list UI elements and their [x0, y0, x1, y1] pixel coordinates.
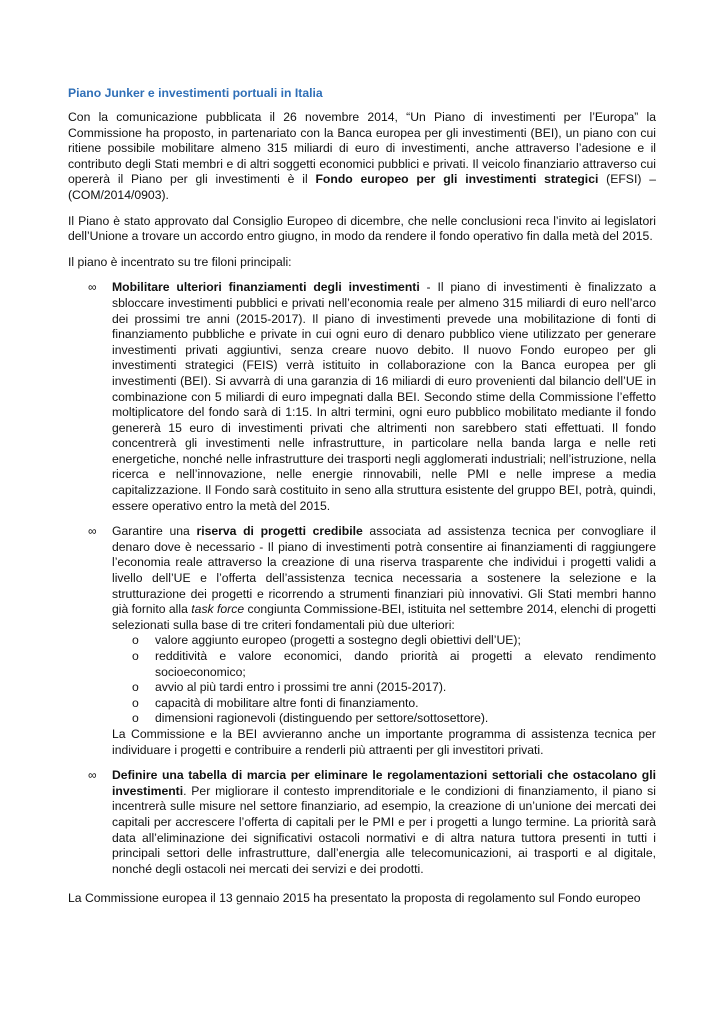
infinity-bullet-icon: ∞ — [88, 524, 97, 539]
circle-bullet-icon: o — [132, 695, 139, 710]
circle-bullet-icon: o — [132, 633, 139, 648]
pillar-2-after: La Commissione e la BEI avvieranno anche un importante programma di assistenza tecnica per individuare i progetti e contribuire a renderli più attraenti per gli investitori privati. — [112, 726, 656, 757]
intro-paragraph — [68, 110, 656, 204]
section-heading: Piano Junker e investimenti portuali in Italia — [68, 86, 323, 100]
circle-bullet-icon: o — [132, 649, 139, 663]
approval-paragraph: Il Piano è stato approvato dal Consiglio Europeo di dicembre, che nelle conclusioni reca l’invito ai legislatori dell’Unione a trovare un accordo entro giugno, in modo da rendere il fondo operativo fin dalla metà del 2015. — [68, 213, 656, 244]
pillar-1-title: Mobilitare ulteriori finanziamenti degli investimenti — [112, 280, 420, 295]
criteria-item — [112, 649, 656, 680]
criteria-item — [112, 696, 656, 712]
criteria-text: dimensioni ragionevoli (distinguendo per settore/sottosettore). — [155, 711, 489, 726]
intro-text-c: (EFSI) – (COM/2014/0903). — [68, 172, 656, 202]
pillar-item-projects — [68, 524, 656, 758]
pillar-2-post: congiunta Commissione-BEI, istituita nel settembre 2014, elenchi di progetti selezionati sulla base di tre criteri fondamentali più due ulteriori: — [112, 602, 657, 632]
criteria-item — [112, 711, 656, 727]
circle-bullet-icon: o — [132, 680, 139, 695]
intro-bold-fund: Fondo europeo per gli investimenti strategici — [315, 172, 599, 187]
criteria-text: valore aggiunto europeo (progetti a sostegno degli obiettivi dell’UE); — [155, 633, 521, 648]
criteria-text: capacità di mobilitare altre fonti di finanziamento. — [155, 695, 419, 710]
pillar-2-italic: task force — [191, 602, 245, 617]
criteria-item — [112, 680, 656, 696]
pillars-list — [68, 280, 656, 877]
pillar-item-financing — [68, 280, 656, 514]
circle-bullet-icon: o — [132, 711, 139, 726]
infinity-bullet-icon: ∞ — [88, 768, 97, 783]
intro-text-a: Con la comunicazione pubblicata il 26 novembre 2014, “Un Piano di investimenti per l’Europa” la Commissione ha proposto, in partenariato con la Banca europea per gli investimenti (BEI), un piano con cui ritiene possibile mobilitare almeno 315 miliardi di euro di investimenti, anche attraverso l’adesione e il contributo degli Stati membri e di altri soggetti economici pubblici e privati. Il veicolo finanziario attraverso cui opererà il Piano per gli investimenti è il — [68, 110, 656, 187]
pillar-3-title: Definire una tabella di marcia per eliminare le regolamentazioni settoriali che ostacolano gli investimenti — [112, 768, 656, 798]
pillar-2-mid: associata ad assistenza tecnica per convogliare il denaro dove è necessario - Il piano di investimenti potrà consentire ai finanziamenti di raggiungere l’economia reale attraverso la creazione di una riserva trasparente che individui i progetti validi a livello dell’UE e l’offerta dell’assistenza tecnica necessaria a sostenere la selezione e la strutturazione dei progetti e ricorrendo a strumenti finanziari più innovativi. Gli Stati membri hanno già fornito alla — [112, 524, 656, 617]
pillar-2-pre: Garantire una — [112, 524, 197, 539]
pillar-3-text: . Per migliorare il contesto imprenditoriale e le condizioni di finanziamento, il piano si incentrerà sulle misure nel settore finanziario, ad esempio, la creazione di un’unione dei mercati dei capitali per accrescere l’offerta di capitali per le PMI e per i progetti a lungo termine. La priorità sarà data all’eliminazione dei significativi ostacoli normativi e di altra natura tuttora presenti in tutti i principali settori delle infrastrutture, dall’energia alle telecomunicazioni, ai trasporti e al digitale, nonché degli ostacoli nei mercati dei servizi e dei prodotti. — [112, 783, 656, 876]
infinity-bullet-icon: ∞ — [88, 280, 97, 295]
pillar-1-text: - Il piano di investimenti è finalizzato a sbloccare investimenti pubblici e privati nell’economia reale per almeno 315 miliardi di euro nell’arco dei prossimi tre anni (2015-2017). Il piano di investimenti prevede una mobilitazione di fonti di finanziamento pubbliche e private in cui ogni euro di denaro pubblico viene utilizzato per generare investimenti privati aggiuntivi, senza creare nuovo debito. Il nuovo Fondo europeo per gli investimenti strategici (FEIS) verrà istituito in collaborazione con la Banca europea per gli investimenti (BEI). Si avvarrà di una garanzia di 16 miliardi di euro provenienti dal bilancio dell’UE in combinazione con 5 miliardi di euro impegnati dalla BEI. Secondo stime della Commissione l’effetto moltiplicatore del fondo sarà di 1:15. In altri termini, ogni euro pubblico mobilitato mediante il fondo genererà 15 euro di investimenti privati che altrimenti non sarebbero stati effettuati. Il fondo concentrerà gli investimenti nelle infrastrutture, in particolare nella banda larga e nelle reti energetiche, nonché nelle infrastrutture dei trasporti negli agglomerati industriali; nell’istruzione, nella ricerca e nell’innovazione, nelle energie rinnovabili, nelle PMI e nelle imprese a media capitalizzazione. Il Fondo sarà costituito in seno alla struttura esistente del gruppo BEI, potrà, quindi, essere operativo entro la metà del 2015. — [112, 280, 656, 513]
pillar-item-roadmap — [68, 768, 656, 877]
pillar-2-title: riserva di progetti credibile — [196, 524, 363, 539]
criteria-text: redditività e valore economici, dando priorità ai progetti a elevato rendimento socioeconomico; — [155, 649, 656, 679]
criteria-item — [112, 633, 656, 649]
criteria-text: avvio al più tardi entro i prossimi tre anni (2015-2017). — [155, 680, 447, 695]
closing-paragraph: La Commissione europea il 13 gennaio 2015 ha presentato la proposta di regolamento sul Fondo europeo — [68, 891, 641, 906]
criteria-list — [112, 633, 656, 727]
pillars-intro: Il piano è incentrato su tre filoni principali: — [68, 254, 292, 269]
